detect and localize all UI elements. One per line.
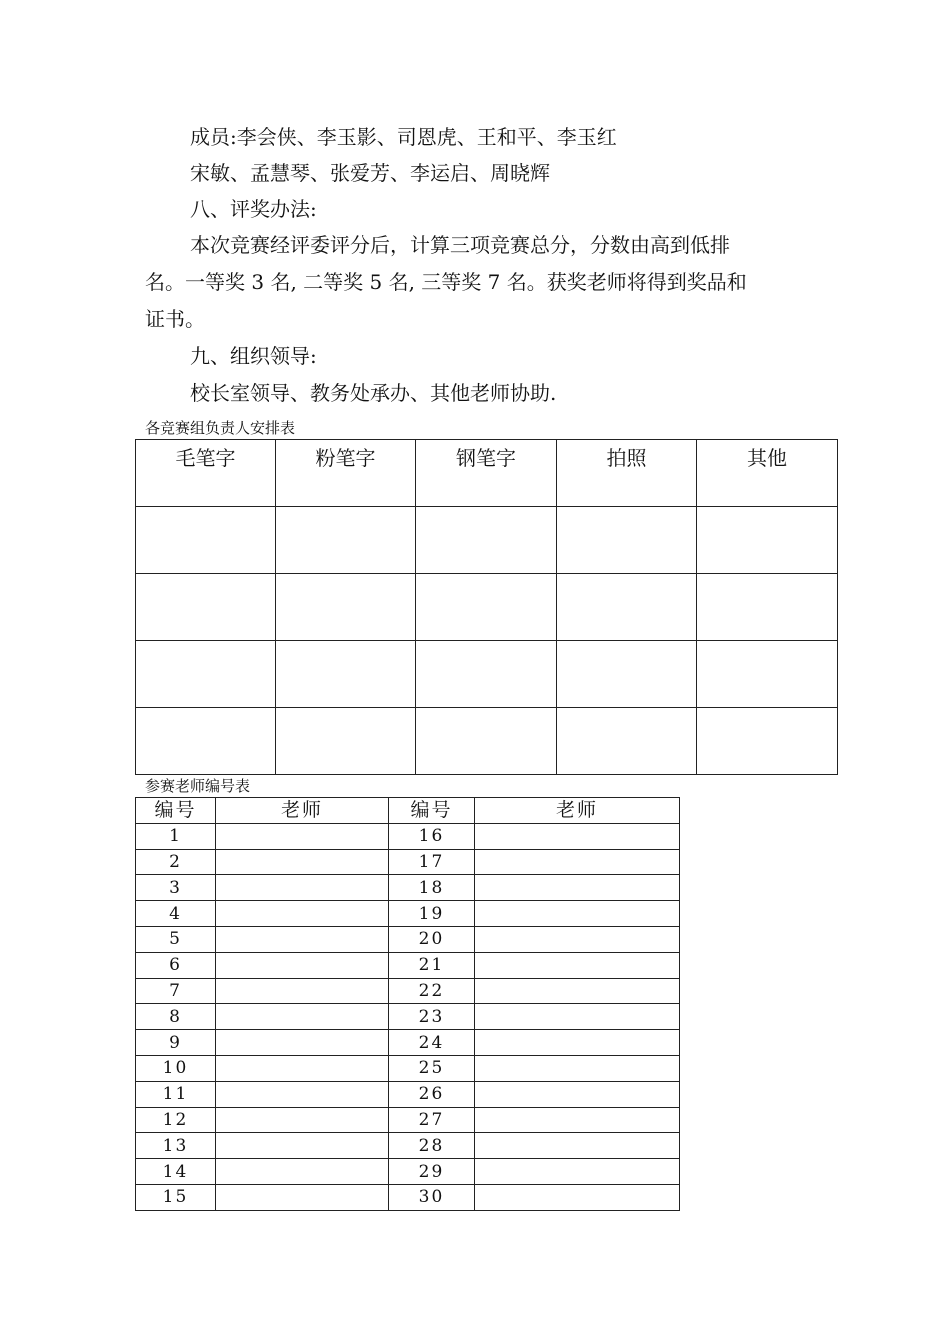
members-line-1: 成员:李会侠、李玉影、司恩虎、王和平、李玉红 [190, 125, 617, 149]
teacher-right-cell[interactable] [475, 1107, 680, 1133]
teacher-right-cell[interactable] [475, 926, 680, 952]
duty-cell[interactable] [557, 641, 697, 708]
duty-table-caption: 各竞赛组负责人安排表 [145, 419, 296, 437]
teacher-left-cell[interactable] [216, 1081, 389, 1107]
teacher-right-cell[interactable] [475, 823, 680, 849]
teacher-right-cell[interactable] [475, 1055, 680, 1081]
number-right-cell: 26 [389, 1081, 475, 1107]
number-right-cell: 25 [389, 1055, 475, 1081]
duty-cell[interactable] [697, 574, 838, 641]
duty-cell[interactable] [697, 641, 838, 708]
table-row [136, 901, 680, 927]
number-left-cell: 9 [136, 1030, 216, 1056]
duty-table-row [136, 507, 838, 574]
teacher-right-cell[interactable] [475, 1030, 680, 1056]
teacher-left-cell[interactable] [216, 1107, 389, 1133]
table-row [136, 926, 680, 952]
table-row [136, 1159, 680, 1185]
teacher-left-cell[interactable] [216, 901, 389, 927]
number-left-cell: 1 [136, 823, 216, 849]
section-8-line-1: 本次竞赛经评委评分后，计算三项竞赛总分，分数由高到低排 [190, 233, 730, 257]
number-left-cell: 8 [136, 1004, 216, 1030]
teacher-left-cell[interactable] [216, 1055, 389, 1081]
section-8-line-3: 证书。 [145, 307, 205, 331]
teacher-right-cell[interactable] [475, 1133, 680, 1159]
table-row [136, 1133, 680, 1159]
teacher-left-cell[interactable] [216, 978, 389, 1004]
number-table [135, 797, 680, 1211]
number-right-cell: 23 [389, 1004, 475, 1030]
duty-cell[interactable] [697, 708, 838, 775]
teacher-right-cell[interactable] [475, 1004, 680, 1030]
number-left-cell: 15 [136, 1184, 216, 1210]
duty-cell[interactable] [557, 574, 697, 641]
header-teacher-right: 老师 [475, 798, 680, 824]
duty-cell[interactable] [416, 708, 557, 775]
header-teacher-left: 老师 [216, 798, 389, 824]
number-right-cell: 30 [389, 1184, 475, 1210]
duty-cell[interactable] [557, 708, 697, 775]
teacher-left-cell[interactable] [216, 849, 389, 875]
number-right-cell: 29 [389, 1159, 475, 1185]
section-9-title: 九、组织领导: [190, 344, 317, 368]
duty-cell[interactable] [136, 708, 276, 775]
table-row [136, 1081, 680, 1107]
number-left-cell: 12 [136, 1107, 216, 1133]
number-right-cell: 24 [389, 1030, 475, 1056]
duty-cell[interactable] [416, 574, 557, 641]
number-right-cell: 20 [389, 926, 475, 952]
teacher-left-cell[interactable] [216, 952, 389, 978]
table-row [136, 1004, 680, 1030]
teacher-right-cell[interactable] [475, 1184, 680, 1210]
number-right-cell: 18 [389, 875, 475, 901]
number-right-cell: 22 [389, 978, 475, 1004]
section-8-title: 八、评奖办法: [190, 197, 317, 221]
teacher-right-cell[interactable] [475, 978, 680, 1004]
number-left-cell: 4 [136, 901, 216, 927]
duty-table-row [136, 574, 838, 641]
teacher-left-cell[interactable] [216, 1030, 389, 1056]
duty-cell[interactable] [416, 507, 557, 574]
duty-cell[interactable] [136, 574, 276, 641]
number-left-cell: 11 [136, 1081, 216, 1107]
number-left-cell: 14 [136, 1159, 216, 1185]
duty-table [135, 439, 838, 775]
members-line-2: 宋敏、孟慧琴、张爱芳、李运启、周晓辉 [190, 161, 550, 185]
duty-table-header-row [136, 440, 838, 507]
teacher-right-cell[interactable] [475, 1081, 680, 1107]
table-row [136, 1030, 680, 1056]
teacher-left-cell[interactable] [216, 1184, 389, 1210]
number-table-header-row [136, 798, 680, 824]
teacher-right-cell[interactable] [475, 901, 680, 927]
teacher-left-cell[interactable] [216, 1133, 389, 1159]
duty-cell[interactable] [276, 507, 416, 574]
number-left-cell: 6 [136, 952, 216, 978]
header-other: 其他 [697, 440, 838, 507]
number-left-cell: 10 [136, 1055, 216, 1081]
header-pen-writing: 钢笔字 [416, 440, 557, 507]
number-right-cell: 17 [389, 849, 475, 875]
table-row [136, 1107, 680, 1133]
table-row [136, 849, 680, 875]
table-row [136, 1055, 680, 1081]
number-left-cell: 7 [136, 978, 216, 1004]
duty-cell[interactable] [136, 641, 276, 708]
teacher-right-cell[interactable] [475, 849, 680, 875]
number-left-cell: 5 [136, 926, 216, 952]
number-left-cell: 2 [136, 849, 216, 875]
teacher-right-cell[interactable] [475, 1159, 680, 1185]
number-table-caption: 参赛老师编号表 [145, 777, 251, 795]
teacher-left-cell[interactable] [216, 1004, 389, 1030]
header-chalk-writing: 粉笔字 [276, 440, 416, 507]
number-right-cell: 16 [389, 823, 475, 849]
number-left-cell: 3 [136, 875, 216, 901]
duty-table-row [136, 641, 838, 708]
header-number-left: 编号 [136, 798, 216, 824]
duty-cell[interactable] [697, 507, 838, 574]
header-brush-calligraphy: 毛笔字 [136, 440, 276, 507]
table-row [136, 875, 680, 901]
teacher-left-cell[interactable] [216, 1159, 389, 1185]
table-row [136, 978, 680, 1004]
duty-table-row [136, 708, 838, 775]
section-9-line-1: 校长室领导、教务处承办、其他老师协助. [190, 381, 557, 405]
duty-cell[interactable] [276, 708, 416, 775]
header-number-right: 编号 [389, 798, 475, 824]
teacher-right-cell[interactable] [475, 952, 680, 978]
number-right-cell: 21 [389, 952, 475, 978]
duty-cell[interactable] [136, 507, 276, 574]
number-right-cell: 28 [389, 1133, 475, 1159]
section-8-line-2: 名。一等奖 3 名, 二等奖 5 名, 三等奖 7 名。获奖老师将得到奖品和 [145, 270, 747, 294]
table-row [136, 1184, 680, 1210]
number-right-cell: 27 [389, 1107, 475, 1133]
duty-cell[interactable] [276, 641, 416, 708]
teacher-left-cell[interactable] [216, 823, 389, 849]
number-left-cell: 13 [136, 1133, 216, 1159]
teacher-left-cell[interactable] [216, 926, 389, 952]
teacher-right-cell[interactable] [475, 875, 680, 901]
table-row [136, 823, 680, 849]
teacher-left-cell[interactable] [216, 875, 389, 901]
header-photography: 拍照 [557, 440, 697, 507]
duty-cell[interactable] [416, 641, 557, 708]
duty-cell[interactable] [276, 574, 416, 641]
table-row [136, 952, 680, 978]
duty-cell[interactable] [557, 507, 697, 574]
number-right-cell: 19 [389, 901, 475, 927]
